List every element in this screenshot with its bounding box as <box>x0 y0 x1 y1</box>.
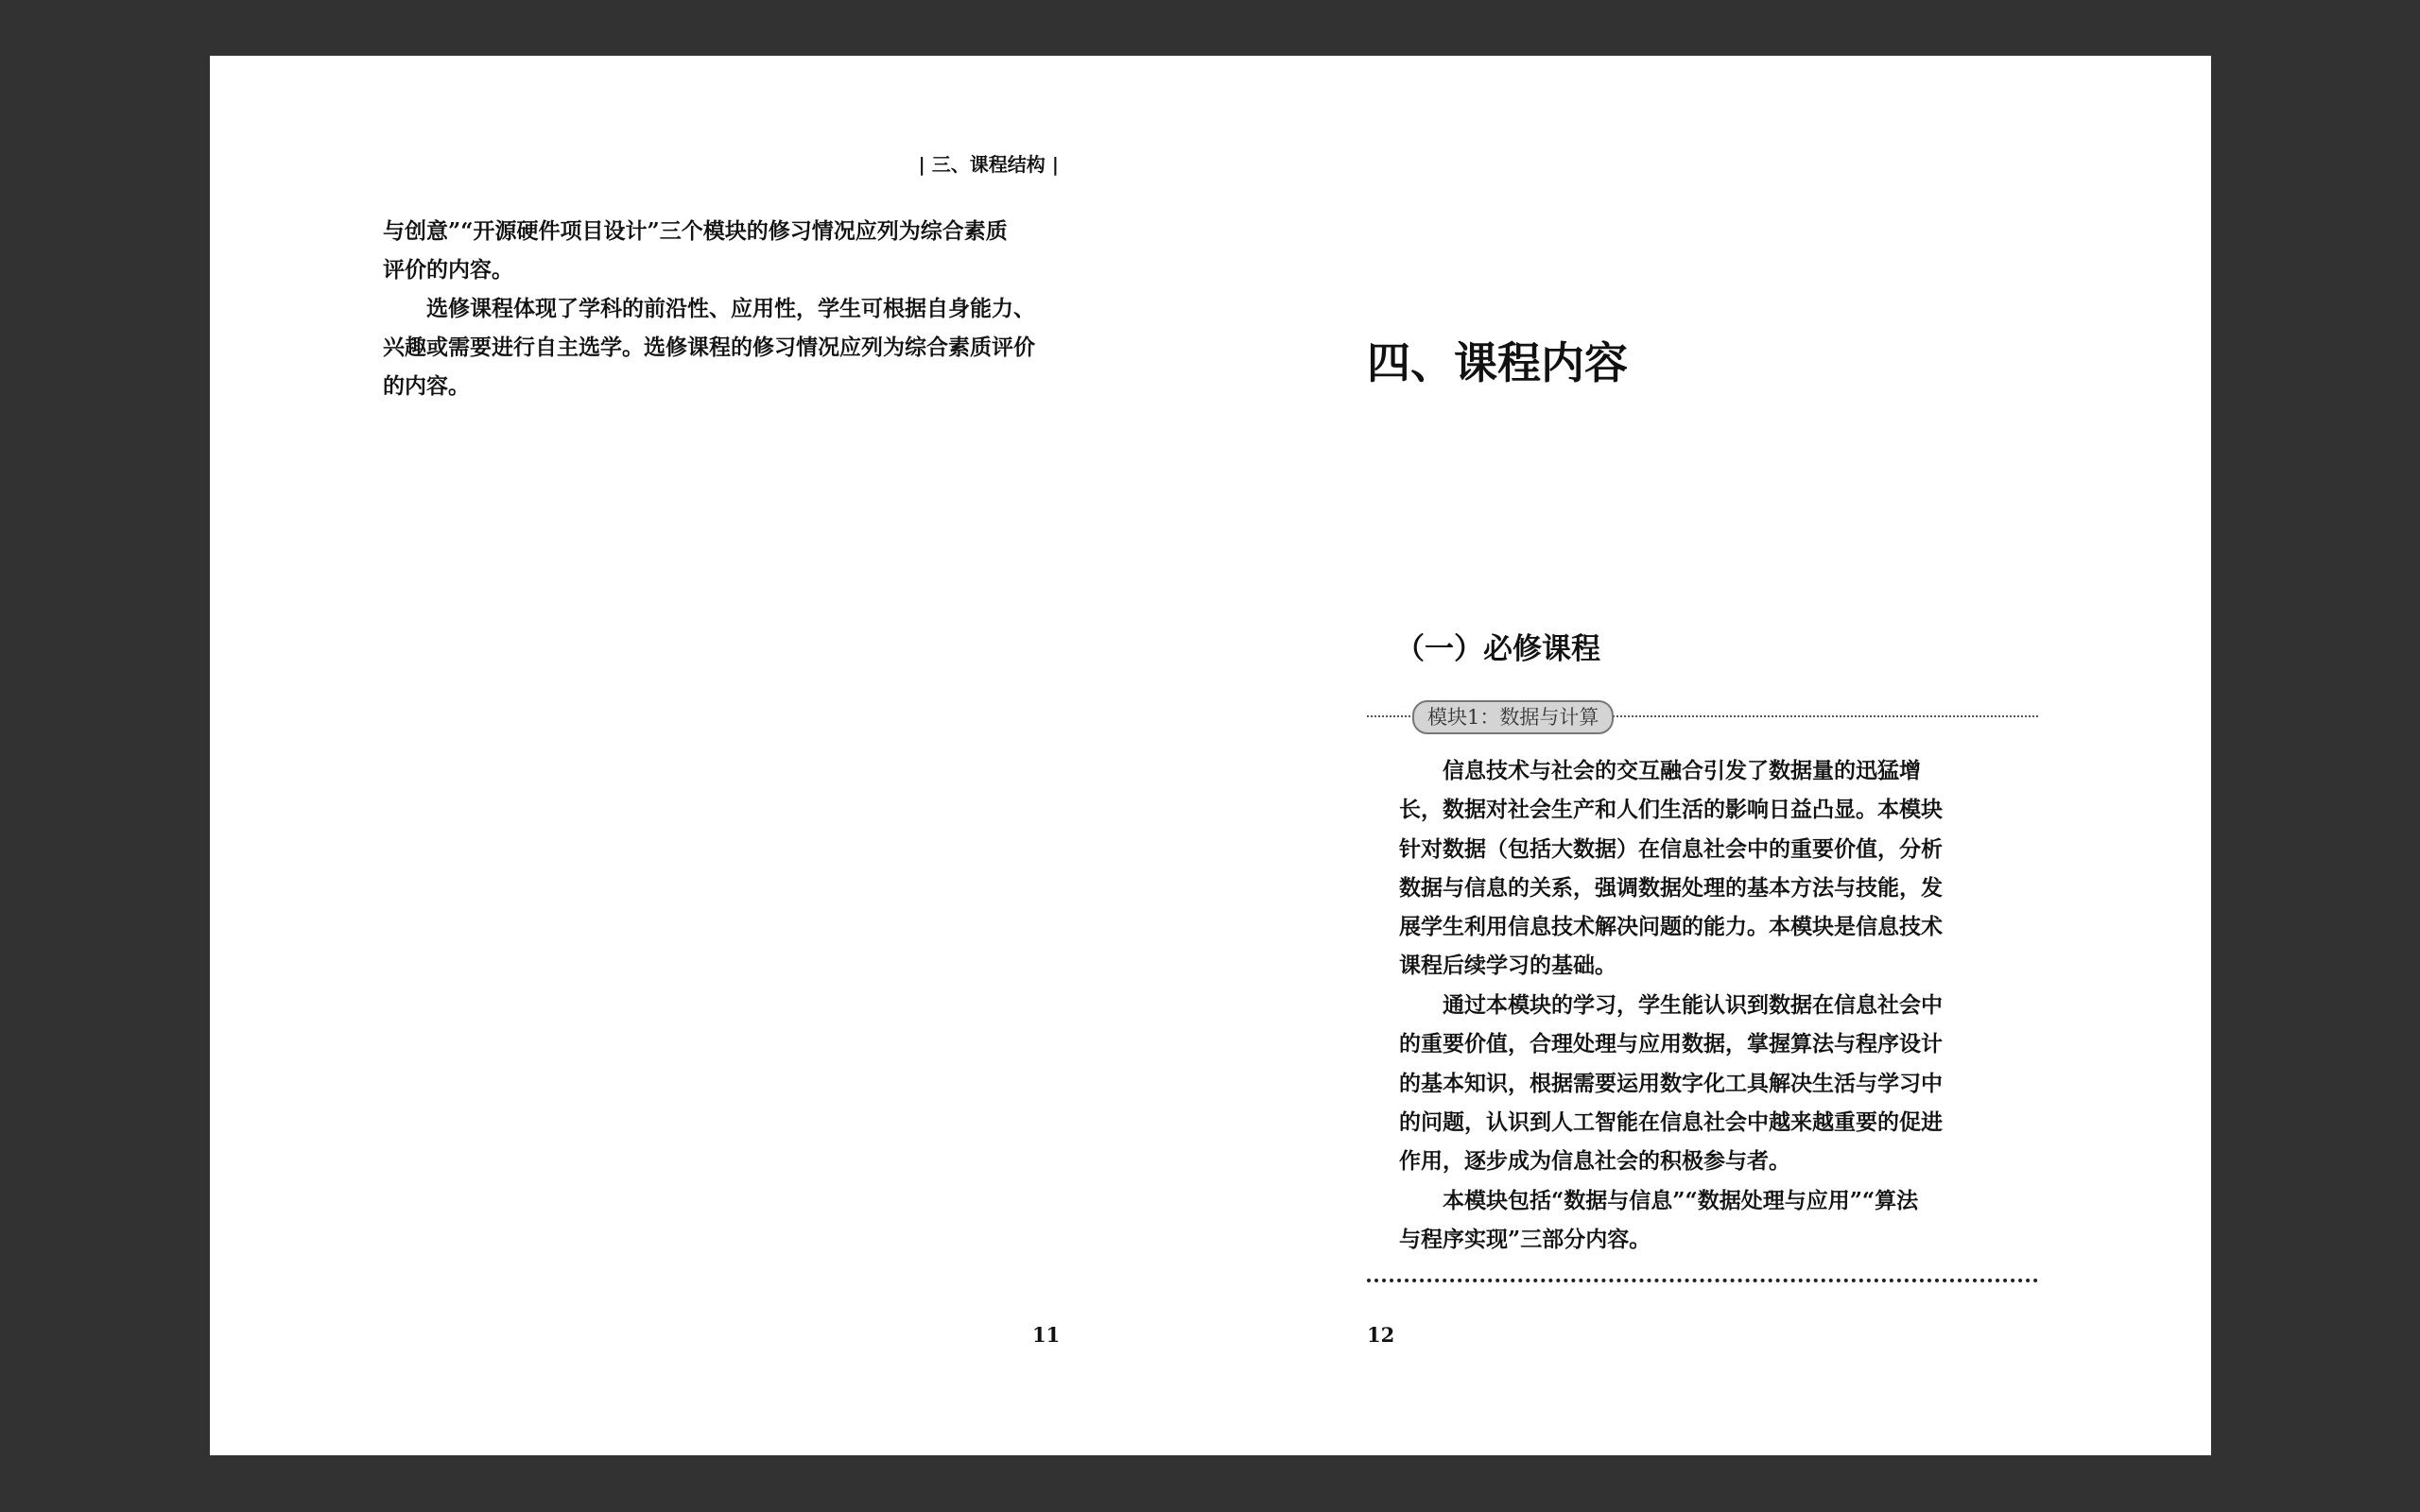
text-line: 展学生利用信息技术解决问题的能力。本模块是信息技术 <box>1399 914 1943 940</box>
text-line: 本模块包括“数据与信息”“数据处理与应用”“算法 <box>1443 1188 1919 1213</box>
text-line: 数据与信息的关系，强调数据处理的基本方法与技能，发 <box>1399 874 1943 901</box>
text-line: 通过本模块的学习，学生能认识到数据在信息社会中 <box>1443 992 1943 1018</box>
section-title: （一）必修课程 <box>1395 632 1600 666</box>
module-tag: 模块1：数据与计算 <box>1412 700 1614 734</box>
module-paragraph-3 <box>1399 1181 2014 1260</box>
running-header: | 三、课程结构 | <box>918 153 1059 176</box>
module-paragraph-2 <box>1399 986 2014 1180</box>
text-line: 与创意”“开源硬件项目设计”三个模块的修习情况应列为综合素质 <box>383 218 1008 244</box>
text-line: 的基本知识，根据需要运用数字化工具解决生活与学习中 <box>1399 1070 1943 1096</box>
chapter-title: 四、课程内容 <box>1367 337 1628 388</box>
text-line: 评价的内容。 <box>383 257 513 283</box>
paragraph-continued <box>383 212 1063 289</box>
page-number-right: 12 <box>1367 1323 1395 1347</box>
module-paragraph-1 <box>1399 751 2014 986</box>
text-line: 的内容。 <box>383 373 470 399</box>
text-line: 信息技术与社会的交互融合引发了数据量的迅猛增 <box>1443 758 1921 783</box>
page-number-left: 11 <box>1032 1323 1061 1347</box>
text-line: 的问题，认识到人工智能在信息社会中越来越重要的促进 <box>1399 1108 1943 1135</box>
text-line: 课程后续学习的基础。 <box>1399 953 1616 979</box>
text-line: 与程序实现”三部分内容。 <box>1399 1227 1651 1253</box>
paragraph-electives <box>383 289 1063 405</box>
module-bottom-rule <box>1367 1279 2038 1282</box>
text-line: 的重要价值，合理处理与应用数据，掌握算法与程序设计 <box>1399 1031 1943 1057</box>
text-line: 选修课程体现了学科的前沿性、应用性，学生可根据自身能力、 <box>426 296 1035 321</box>
text-line: 针对数据（包括大数据）在信息社会中的重要价值，分析 <box>1399 835 1943 862</box>
text-line: 兴趣或需要进行自主选学。选修课程的修习情况应列为综合素质评价 <box>383 335 1035 360</box>
text-line: 长，数据对社会生产和人们生活的影响日益凸显。本模块 <box>1399 797 1943 823</box>
text-line: 作用，逐步成为信息社会的积极参与者。 <box>1399 1148 1790 1175</box>
